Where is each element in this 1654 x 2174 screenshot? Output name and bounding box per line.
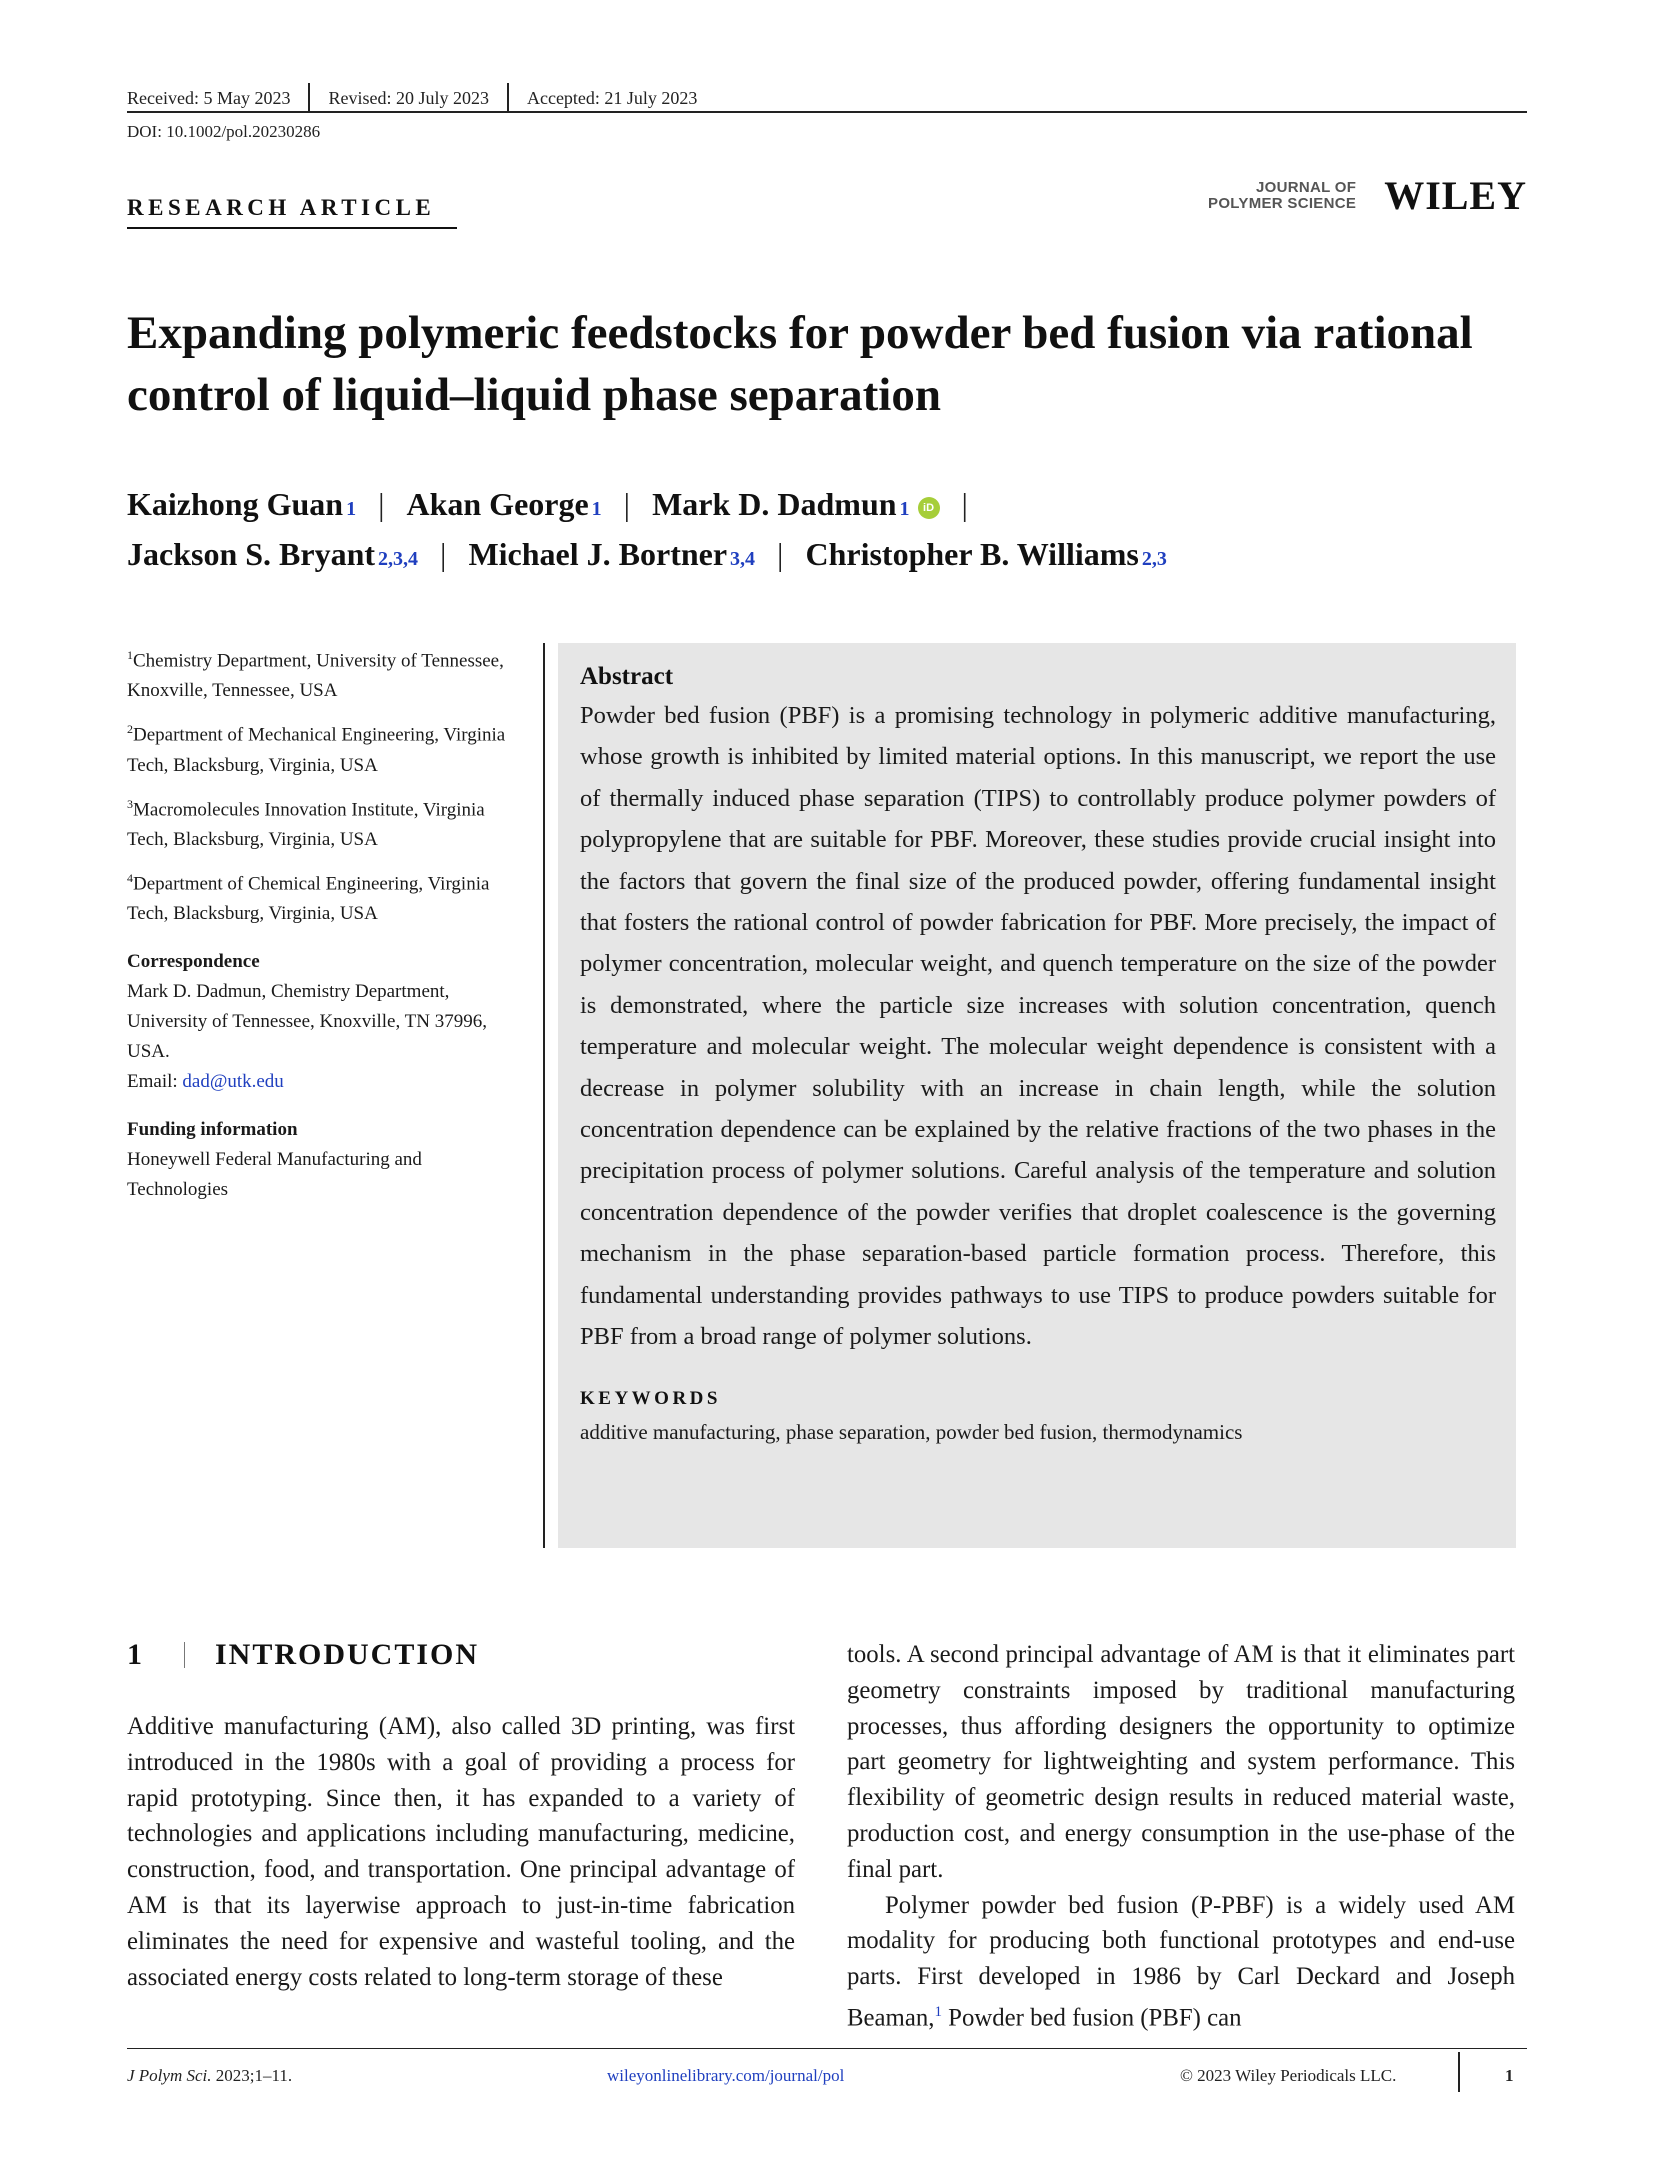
body-paragraph — [847, 1888, 1515, 2036]
journal-name — [1208, 180, 1356, 212]
author-affiliation-ref[interactable]: 1 — [346, 498, 357, 520]
page-number: 1 — [1505, 2066, 1514, 2085]
affiliation-number: 2 — [127, 722, 133, 737]
date-divider — [507, 83, 509, 113]
article-type-underline — [127, 227, 457, 229]
received-date: Received: 5 May 2023 — [127, 87, 291, 108]
orcid-icon[interactable]: iD — [918, 497, 940, 519]
author-name[interactable]: Akan George — [406, 486, 589, 522]
revised-date: Revised: 20 July 2023 — [328, 87, 489, 108]
author-affiliation-ref[interactable]: 3,4 — [730, 548, 756, 570]
paragraph-text: Polymer powder bed fusion (P-PBF) is a widely used AM modality for producing both functional prototypes and end-use parts. First developed in 1986 by Carl Deckard and Joseph Beaman, — [847, 1891, 1515, 2032]
email-label: Email: — [127, 1071, 183, 1093]
footer-rule — [127, 2048, 1527, 2049]
paragraph-text: Powder bed fusion (PBF) can — [941, 2004, 1242, 2032]
funding-text: Honeywell Federal Manufacturing and Technologies — [127, 1149, 422, 1201]
journal-abbreviation: J Polym Sci. — [127, 2066, 212, 2085]
section-number: 1 — [127, 1638, 144, 1671]
affiliation-text: Department of Mechanical Engineering, Virginia Tech, Blacksburg, Virginia, USA — [127, 724, 506, 776]
abstract-heading: Abstract — [580, 663, 674, 690]
author-divider: | — [961, 486, 968, 522]
section-title: INTRODUCTION — [215, 1638, 480, 1671]
section-divider — [184, 1642, 185, 1668]
author-affiliation-ref[interactable]: 2,3 — [1141, 548, 1167, 570]
author-divider: | — [777, 536, 784, 572]
footer-divider — [1458, 2052, 1460, 2092]
date-divider — [308, 83, 310, 113]
correspondence-text: Mark D. Dadmun, Chemistry Department, University of Tennessee, Knoxville, TN 37996, USA. — [127, 981, 487, 1063]
abstract-rule — [543, 643, 545, 1548]
affiliations-panel — [127, 640, 527, 1205]
article-type: RESEARCH ARTICLE — [127, 195, 436, 220]
accepted-date: Accepted: 21 July 2023 — [526, 87, 698, 108]
affiliation-text: Chemistry Department, University of Tennessee, Knoxville, Tennessee, USA — [127, 650, 504, 702]
article-dates — [127, 83, 697, 113]
author-affiliation-ref[interactable]: 1 — [591, 498, 602, 520]
author-line — [127, 486, 990, 523]
journal-name-line1: JOURNAL OF — [1255, 178, 1357, 196]
footer-url[interactable]: wileyonlinelibrary.com/journal/pol — [607, 2066, 845, 2085]
citation-text: 2023;1–11. — [211, 2066, 293, 2085]
affiliation-text: Macromolecules Innovation Institute, Virginia Tech, Blacksburg, Virginia, USA — [127, 798, 485, 850]
footer-copyright: © 2023 Wiley Periodicals LLC. — [1180, 2066, 1397, 2085]
affiliation-text: Department of Chemical Engineering, Virginia Tech, Blacksburg, Virginia, USA — [127, 873, 490, 925]
header-rule — [127, 111, 1527, 113]
correspondence-email — [127, 1067, 527, 1097]
body-paragraph: tools. A second principal advantage of AM is that it eliminates part geometry constraints imposed by traditional manufacturing processes, thus affording designers the opportunity to optimize part geometry for lightweighting and system performance. This flexibility of geometric design results in reduced material waste, production cost, and energy consumption in the use-phase of the final part. — [847, 1641, 1515, 1883]
body-paragraph: Additive manufacturing (AM), also called 3D printing, was first introduced in the 1980s with a goal of providing a process for rapid prototyping. Since then, it has expanded to a variety of technologies and applications including manufacturing, medicine, construction, food, and transportation. One principal advantage of AM is that its layerwise approach to just-in-time fabrication eliminates the need for expensive and wasteful tooling, and the associated energy costs related to long-term storage of these — [127, 1713, 795, 1991]
affiliation-number: 4 — [127, 870, 133, 885]
author-affiliation-ref[interactable]: 1 — [899, 498, 910, 520]
affiliation — [127, 789, 527, 855]
body-column-right — [847, 1637, 1515, 2036]
correspondence-heading: Correspondence — [127, 951, 260, 973]
affiliation-number: 1 — [127, 648, 133, 662]
affiliation — [127, 714, 527, 780]
keywords-text: additive manufacturing, phase separation, powder bed fusion, thermodynamics — [580, 1419, 1243, 1444]
journal-logo — [1208, 172, 1527, 219]
citation-ref[interactable]: 1 — [934, 2003, 942, 2020]
publisher-logo: WILEY — [1384, 173, 1527, 218]
body-column-left — [127, 1709, 795, 1995]
affiliation — [127, 640, 527, 706]
author-affiliation-ref[interactable]: 2,3,4 — [378, 548, 419, 570]
author-divider: | — [623, 486, 631, 522]
author-divider: | — [378, 486, 385, 522]
abstract-text: Powder bed fusion (PBF) is a promising technology in polymeric additive manufacturing, whose growth is inhibited by limited material options. In this manuscript, we report the use of thermally induced phase separation (TIPS) to controllably produce polymer powders of polypropylene that are suitable for PBF. Moreover, these studies provide crucial insight into the factors that govern the final size of the produced powder, offering fundamental insight that fosters the rational control of powder fabrication for PBF. More precisely, the impact of polymer concentration, molecular weight, and quench temperature on the size of the powder is demonstrated, where the particle size increases with solution concentration, quench temperature and molecular weight. The molecular weight dependence is consistent with a decrease in polymer solubility with an increase in chain length, while the solution concentration dependence can be explained by the relative fractions of the two phases in the precipitation process of polymer solutions. Careful analysis of the temperature and solution concentration dependence of the powder verifies that droplet coalescence is the governing mechanism in the phase separation-based particle formation process. Therefore, this fundamental understanding provides pathways to use TIPS to produce powders suitable for PBF from a broad range of polymer solutions. — [580, 702, 1496, 1351]
funding-heading: Funding information — [127, 1119, 298, 1141]
doi[interactable]: DOI: 10.1002/pol.20230286 — [127, 122, 321, 141]
abstract-box — [558, 643, 1516, 1548]
author-divider: | — [440, 536, 447, 572]
author-name[interactable]: Michael J. Bortner — [468, 536, 728, 572]
affiliation — [127, 863, 527, 929]
section-heading — [127, 1638, 479, 1672]
affiliation-number: 3 — [127, 796, 133, 811]
author-name[interactable]: Jackson S. Bryant — [127, 536, 376, 572]
author-line — [127, 536, 1167, 573]
keywords-heading: KEYWORDS — [580, 1387, 721, 1409]
journal-name-line2: POLYMER SCIENCE — [1208, 194, 1357, 212]
author-name[interactable]: Kaizhong Guan — [127, 486, 344, 522]
footer-citation — [127, 2066, 292, 2086]
email-link[interactable]: dad@utk.edu — [182, 1071, 284, 1093]
author-name[interactable]: Mark D. Dadmun — [652, 486, 897, 522]
article-title: Expanding polymeric feedstocks for powder bed fusion via rational control of liquid–liquid phase separation — [127, 307, 1473, 421]
author-name[interactable]: Christopher B. Williams — [805, 536, 1139, 572]
